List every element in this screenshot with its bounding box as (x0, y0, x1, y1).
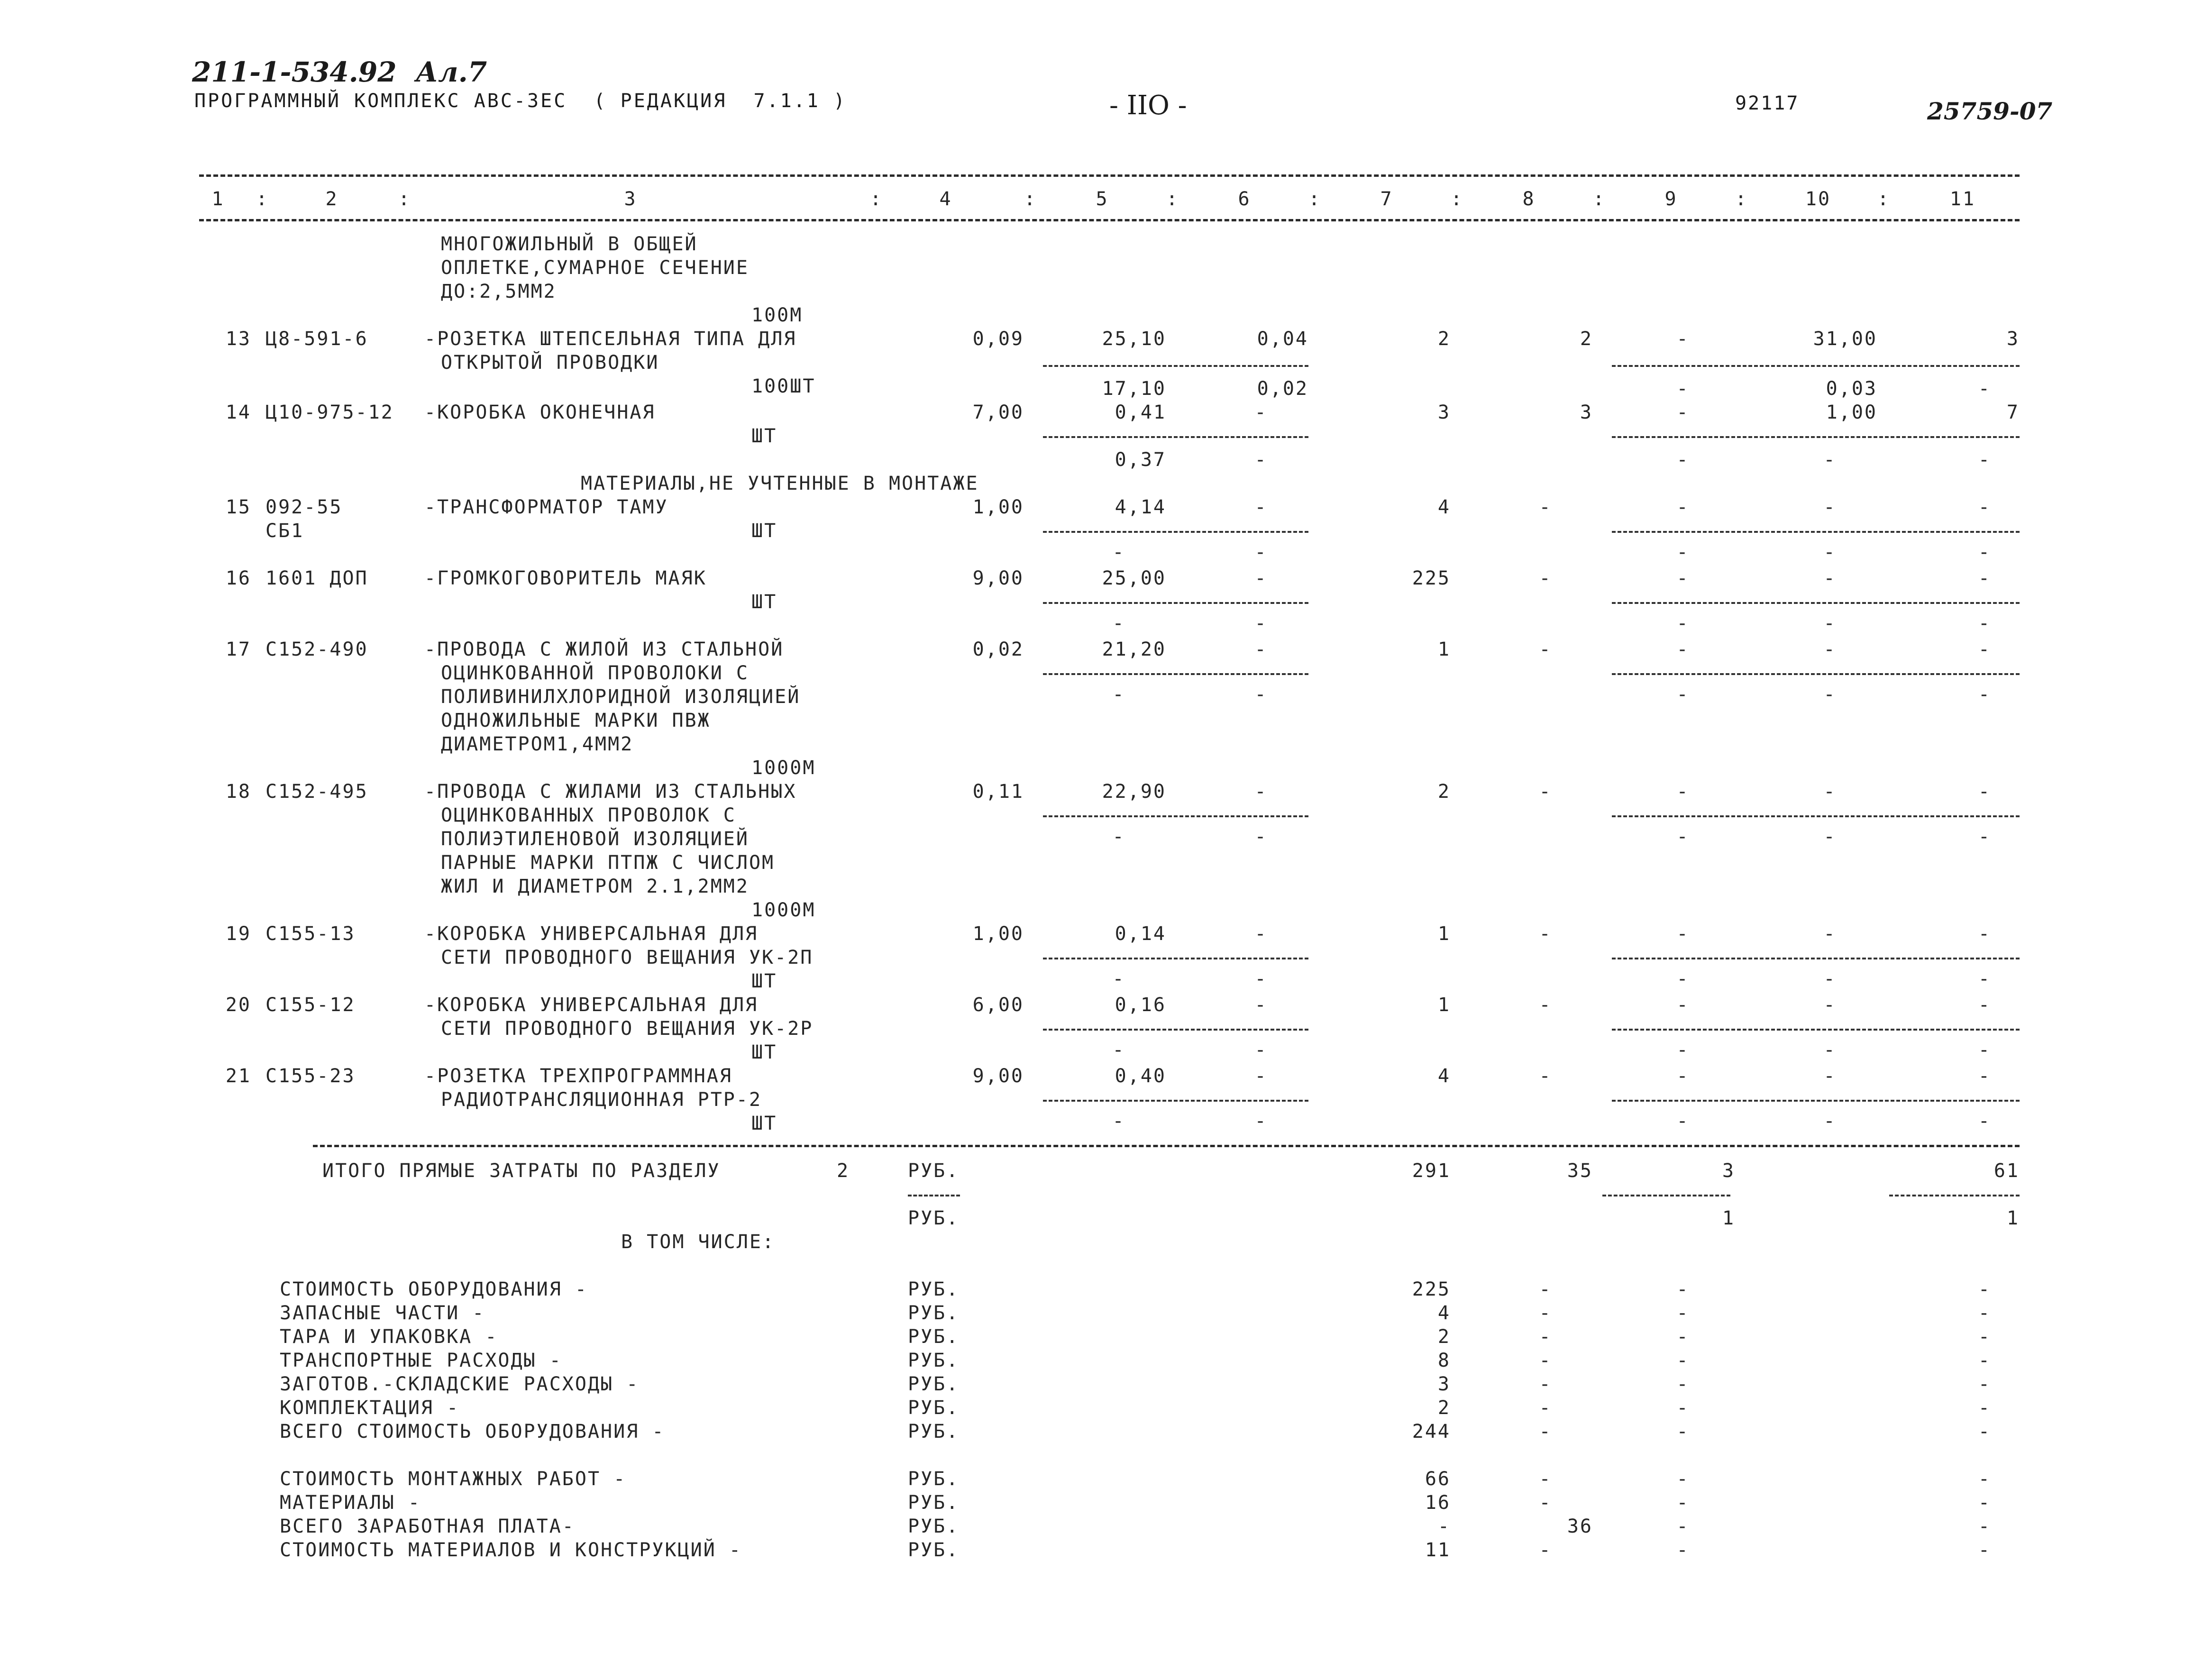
quantity: 0,11 (972, 781, 1024, 803)
total-10-b: - (1823, 449, 1837, 471)
unit-cost-6: - (1254, 639, 1268, 660)
quantity: 7,00 (972, 402, 1024, 423)
col-header-4: 4 (939, 188, 952, 210)
row-subrule (1043, 531, 1308, 533)
col-separator: : (1308, 188, 1322, 210)
item-description: ОПЛЕТКЕ,СУМАРНОЕ СЕЧЕНИЕ (441, 257, 749, 279)
unit-cost-6: - (1254, 402, 1268, 423)
total-10: 31,00 (1813, 328, 1877, 350)
col-header-2: 2 (325, 188, 338, 210)
unit-cost-6-b: - (1254, 449, 1268, 471)
total-7: 1 (1437, 639, 1451, 660)
unit-cost-6-b: - (1254, 1039, 1268, 1061)
breakdown-label: ТРАНСПОРТНЫЕ РАСХОДЫ - (280, 1350, 562, 1371)
item-description: -ПРОВОДА С ЖИЛАМИ ИЗ СТАЛЬНЫХ (424, 781, 797, 803)
total-9-b: - (1676, 449, 1690, 471)
breakdown-c8: - (1539, 1278, 1552, 1300)
breakdown-c7: 2 (1437, 1326, 1451, 1348)
total-7: 3 (1437, 402, 1451, 423)
breakdown-c11: - (1978, 1302, 1991, 1324)
unit-cost: 25,00 (1102, 567, 1166, 589)
breakdown-c8: 36 (1567, 1516, 1593, 1537)
total-7: 1 (1437, 923, 1451, 945)
item-description: СЕТИ ПРОВОДНОГО ВЕЩАНИЯ УК-2Р (441, 1018, 814, 1040)
unit-cost-6: - (1254, 994, 1268, 1016)
item-description: -КОРОБКА УНИВЕРСАЛЬНАЯ ДЛЯ (424, 923, 759, 945)
breakdown-unit: РУБ. (908, 1350, 960, 1371)
total-9: - (1676, 402, 1690, 423)
unit-cost: 22,90 (1102, 781, 1166, 803)
breakdown-c9: - (1676, 1516, 1690, 1537)
total-10-b: - (1823, 826, 1837, 848)
total-9: - (1676, 567, 1690, 589)
item-description: РАДИОТРАНСЛЯЦИОННАЯ РТР-2 (441, 1089, 762, 1111)
breakdown-c7: 4 (1437, 1302, 1451, 1324)
quantity: 0,02 (972, 639, 1024, 660)
breakdown-label: МАТЕРИАЛЫ - (280, 1492, 421, 1514)
breakdown-c11: - (1978, 1492, 1991, 1514)
total-11: - (1978, 781, 1991, 803)
totals-c11-b: 1 (2006, 1207, 2020, 1229)
document-code: 211-1-534.92 Ал.7 (192, 56, 487, 88)
totals-c9: 3 (1722, 1160, 1735, 1182)
item-description: -КОРОБКА ОКОНЕЧНАЯ (424, 402, 656, 423)
total-9: - (1676, 639, 1690, 660)
item-code-suffix: СБ1 (265, 520, 304, 542)
item-unit: 1000М (751, 899, 816, 921)
breakdown-unit: РУБ. (908, 1468, 960, 1490)
breakdown-c8: - (1539, 1539, 1552, 1561)
item-code: С155-12 (265, 994, 356, 1016)
unit-cost: 0,41 (1115, 402, 1166, 423)
total-9: - (1676, 1065, 1690, 1087)
totals-subrule (1889, 1195, 2020, 1196)
total-11-b: - (1978, 378, 1991, 400)
item-unit: ШТ (751, 591, 777, 613)
total-8: - (1539, 1065, 1552, 1087)
sheet-code: 25759-07 (1927, 97, 2053, 125)
item-code: Ц8-591-6 (265, 328, 368, 350)
quantity: 1,00 (972, 923, 1024, 945)
col-separator: : (256, 188, 269, 210)
breakdown-label: ВСЕГО СТОИМОСТЬ ОБОРУДОВАНИЯ - (280, 1421, 665, 1443)
total-9-b: - (1676, 612, 1690, 634)
row-subrule (1043, 602, 1308, 604)
breakdown-c8: - (1539, 1397, 1552, 1419)
item-number: 18 (225, 781, 251, 803)
breakdown-c8: - (1539, 1468, 1552, 1490)
total-9-b: - (1676, 1039, 1690, 1061)
col-header-11: 11 (1949, 188, 1976, 210)
total-10: - (1823, 639, 1837, 660)
item-description: ОЦИНКОВАННЫХ ПРОВОЛОК С (441, 804, 736, 826)
item-description: МНОГОЖИЛЬНЫЙ В ОБЩЕЙ (441, 233, 698, 255)
unit-cost-b: - (1112, 1039, 1125, 1061)
breakdown-c9: - (1676, 1326, 1690, 1348)
unit-cost-b: 17,10 (1102, 378, 1166, 400)
row-subrule (1043, 958, 1308, 959)
total-8: 3 (1580, 402, 1593, 423)
unit-cost-6-b: - (1254, 1110, 1268, 1132)
item-description: ОТКРЫТОЙ ПРОВОДКИ (441, 352, 659, 374)
breakdown-c8: - (1539, 1350, 1552, 1371)
col-separator: : (1593, 188, 1606, 210)
totals-unit-rule (908, 1195, 960, 1196)
item-description: -РОЗЕТКА ТРЕХПРОГРАММНАЯ (424, 1065, 732, 1087)
total-8: - (1539, 923, 1552, 945)
col-separator: : (1877, 188, 1891, 210)
row-subrule (1043, 1029, 1308, 1031)
row-subrule (1612, 1100, 2020, 1102)
col-separator: : (870, 188, 883, 210)
unit-cost-6: - (1254, 1065, 1268, 1087)
breakdown-c11: - (1978, 1516, 1991, 1537)
breakdown-c7: 11 (1425, 1539, 1451, 1561)
total-10-b: - (1823, 968, 1837, 990)
item-number: 21 (225, 1065, 251, 1087)
col-separator: : (1451, 188, 1464, 210)
breakdown-c8: - (1539, 1492, 1552, 1514)
total-10: 1,00 (1826, 402, 1877, 423)
breakdown-c8: - (1539, 1421, 1552, 1443)
breakdown-unit: РУБ. (908, 1373, 960, 1395)
row-subrule (1043, 673, 1308, 675)
total-10: - (1823, 1065, 1837, 1087)
breakdown-label: СТОИМОСТЬ МОНТАЖНЫХ РАБОТ - (280, 1468, 627, 1490)
breakdown-c8: - (1539, 1373, 1552, 1395)
col-header-6: 6 (1238, 188, 1251, 210)
item-unit: 100М (751, 304, 803, 326)
unit-cost-6-b: 0,02 (1257, 378, 1308, 400)
quantity: 1,00 (972, 496, 1024, 518)
unit-cost-b: - (1112, 826, 1125, 848)
totals-c8: 35 (1567, 1160, 1593, 1182)
breakdown-c11: - (1978, 1350, 1991, 1371)
total-8: - (1539, 781, 1552, 803)
breakdown-c7: 66 (1425, 1468, 1451, 1490)
item-description: -КОРОБКА УНИВЕРСАЛЬНАЯ ДЛЯ (424, 994, 759, 1016)
breakdown-unit: РУБ. (908, 1492, 960, 1514)
total-9-b: - (1676, 968, 1690, 990)
row-subrule (1612, 958, 2020, 959)
item-description: ОДНОЖИЛЬНЫЕ МАРКИ ПВЖ (441, 710, 711, 731)
total-11: 3 (2006, 328, 2020, 350)
total-10: - (1823, 923, 1837, 945)
including-label: В ТОМ ЧИСЛЕ: (621, 1231, 775, 1253)
col-separator: : (1166, 188, 1179, 210)
row-subrule (1612, 1029, 2020, 1031)
breakdown-c7: 8 (1437, 1350, 1451, 1371)
item-description: -ГРОМКОГОВОРИТЕЛЬ МАЯК (424, 567, 707, 589)
col-header-5: 5 (1096, 188, 1109, 210)
col-separator: : (398, 188, 411, 210)
col-header-7: 7 (1380, 188, 1393, 210)
total-8: - (1539, 567, 1552, 589)
totals-label: ИТОГО ПРЯМЫЕ ЗАТРАТЫ ПО РАЗДЕЛУ (322, 1160, 721, 1182)
row-subrule (1612, 531, 2020, 533)
total-10-b: - (1823, 612, 1837, 634)
breakdown-c9: - (1676, 1397, 1690, 1419)
breakdown-unit: РУБ. (908, 1326, 960, 1348)
unit-cost-6-b: - (1254, 612, 1268, 634)
item-unit: ШТ (751, 1041, 777, 1063)
total-7: 1 (1437, 994, 1451, 1016)
breakdown-c11: - (1978, 1373, 1991, 1395)
row-subrule (1043, 436, 1308, 438)
breakdown-label: ТАРА И УПАКОВКА - (280, 1326, 498, 1348)
unit-cost-6-b: - (1254, 826, 1268, 848)
total-10-b: 0,03 (1826, 378, 1877, 400)
item-description: ДИАМЕТРОМ1,4ММ2 (441, 733, 634, 755)
quantity: 6,00 (972, 994, 1024, 1016)
item-description: -ТРАНСФОРМАТОР ТАМУ (424, 496, 668, 518)
item-description: ЖИЛ И ДИАМЕТРОМ 2.1,2ММ2 (441, 876, 749, 897)
row-subrule (1612, 365, 2020, 367)
col-header-9: 9 (1664, 188, 1678, 210)
breakdown-c11: - (1978, 1421, 1991, 1443)
total-8: - (1539, 639, 1552, 660)
total-8: - (1539, 994, 1552, 1016)
breakdown-c7: 225 (1412, 1278, 1451, 1300)
total-11-b: - (1978, 968, 1991, 990)
total-7: 4 (1437, 1065, 1451, 1087)
unit-cost: 25,10 (1102, 328, 1166, 350)
item-code: С155-23 (265, 1065, 356, 1087)
totals-subrule (1602, 1195, 1730, 1196)
item-number: 16 (225, 567, 251, 589)
breakdown-unit: РУБ. (908, 1516, 960, 1537)
item-number: 13 (225, 328, 251, 350)
unit-cost-b: - (1112, 1110, 1125, 1132)
totals-c9-b: 1 (1722, 1207, 1735, 1229)
breakdown-label: КОМПЛЕКТАЦИЯ - (280, 1397, 460, 1419)
total-10-b: - (1823, 1039, 1837, 1061)
breakdown-c9: - (1676, 1468, 1690, 1490)
total-11: - (1978, 567, 1991, 589)
total-11-b: - (1978, 541, 1991, 563)
unit-cost: 0,14 (1115, 923, 1166, 945)
item-code: С152-495 (265, 781, 368, 803)
item-code: С152-490 (265, 639, 368, 660)
unit-cost-b: - (1112, 968, 1125, 990)
total-11: - (1978, 639, 1991, 660)
total-10: - (1823, 496, 1837, 518)
breakdown-label: СТОИМОСТЬ МАТЕРИАЛОВ И КОНСТРУКЦИЙ - (280, 1539, 742, 1561)
total-11: - (1978, 1065, 1991, 1087)
unit-cost: 0,40 (1115, 1065, 1166, 1087)
item-description: ДО:2,5ММ2 (441, 281, 557, 302)
unit-cost-b: - (1112, 612, 1125, 634)
item-unit: 1000М (751, 757, 816, 779)
unit-cost-6-b: - (1254, 541, 1268, 563)
item-description: ПАРНЫЕ МАРКИ ПТПЖ С ЧИСЛОМ (441, 852, 775, 874)
total-7: 2 (1437, 781, 1451, 803)
item-number: 15 (225, 496, 251, 518)
total-9-b: - (1676, 684, 1690, 705)
breakdown-c9: - (1676, 1302, 1690, 1324)
item-description: -ПРОВОДА С ЖИЛОЙ ИЗ СТАЛЬНОЙ (424, 639, 784, 660)
item-unit: ШТ (751, 970, 777, 992)
breakdown-c11: - (1978, 1278, 1991, 1300)
totals-rule (313, 1145, 2020, 1147)
total-11-b: - (1978, 449, 1991, 471)
breakdown-c9: - (1676, 1421, 1690, 1443)
item-description: ПОЛИЭТИЛЕНОВОЙ ИЗОЛЯЦИЕЙ (441, 828, 749, 850)
totals-c7: 291 (1412, 1160, 1451, 1182)
breakdown-unit: РУБ. (908, 1278, 960, 1300)
unit-cost-b: - (1112, 684, 1125, 705)
breakdown-c7: - (1437, 1516, 1451, 1537)
col-header-8: 8 (1522, 188, 1536, 210)
totals-unit: РУБ. (908, 1160, 960, 1182)
item-unit: ШТ (751, 1113, 777, 1134)
row-subrule (1612, 815, 2020, 817)
unit-cost-6: - (1254, 567, 1268, 589)
totals-c11: 61 (1993, 1160, 2020, 1182)
total-9-b: - (1676, 1110, 1690, 1132)
unit-cost-6: - (1254, 923, 1268, 945)
total-9: - (1676, 496, 1690, 518)
row-subrule (1043, 365, 1308, 367)
total-11: - (1978, 923, 1991, 945)
quantity: 0,09 (972, 328, 1024, 350)
quantity: 9,00 (972, 1065, 1024, 1087)
breakdown-c7: 16 (1425, 1492, 1451, 1514)
breakdown-c9: - (1676, 1278, 1690, 1300)
totals-unit-2: РУБ. (908, 1207, 960, 1229)
total-7: 225 (1412, 567, 1451, 589)
row-subrule (1612, 436, 2020, 438)
totals-section: 2 (837, 1160, 850, 1182)
table-top-rule (199, 174, 2020, 177)
total-10: - (1823, 567, 1837, 589)
item-number: 20 (225, 994, 251, 1016)
row-subrule (1043, 1100, 1308, 1102)
total-10-b: - (1823, 684, 1837, 705)
breakdown-label: ЗАПАСНЫЕ ЧАСТИ - (280, 1302, 485, 1324)
item-description: ОЦИНКОВАННОЙ ПРОВОЛОКИ С (441, 662, 749, 684)
row-subrule (1612, 602, 2020, 604)
total-10-b: - (1823, 541, 1837, 563)
total-9: - (1676, 781, 1690, 803)
row-subrule (1612, 673, 2020, 675)
total-11-b: - (1978, 826, 1991, 848)
total-9: - (1676, 994, 1690, 1016)
total-10: - (1823, 994, 1837, 1016)
breakdown-unit: РУБ. (908, 1539, 960, 1561)
breakdown-unit: РУБ. (908, 1421, 960, 1443)
total-11-b: - (1978, 1039, 1991, 1061)
unit-cost-6-b: - (1254, 968, 1268, 990)
unit-cost-6: - (1254, 781, 1268, 803)
breakdown-c9: - (1676, 1492, 1690, 1514)
total-11-b: - (1978, 1110, 1991, 1132)
unit-cost: 4,14 (1115, 496, 1166, 518)
item-description: СЕТИ ПРОВОДНОГО ВЕЩАНИЯ УК-2П (441, 947, 814, 968)
item-code: Ц10-975-12 (265, 402, 394, 423)
breakdown-unit: РУБ. (908, 1397, 960, 1419)
item-description: -РОЗЕТКА ШТЕПСЕЛЬНАЯ ТИПА ДЛЯ (424, 328, 797, 350)
total-10: - (1823, 781, 1837, 803)
total-9-b: - (1676, 826, 1690, 848)
breakdown-label: СТОИМОСТЬ ОБОРУДОВАНИЯ - (280, 1278, 588, 1300)
col-header-1: 1 (211, 188, 225, 210)
doc-number: 92117 (1735, 92, 1800, 114)
total-9: - (1676, 923, 1690, 945)
unit-cost: 0,16 (1115, 994, 1166, 1016)
total-10-b: - (1823, 1110, 1837, 1132)
item-number: 17 (225, 639, 251, 660)
breakdown-c7: 3 (1437, 1373, 1451, 1395)
unit-cost-b: 0,37 (1115, 449, 1166, 471)
unit-cost-b: - (1112, 541, 1125, 563)
total-11: 7 (2006, 402, 2020, 423)
breakdown-label: ЗАГОТОВ.-СКЛАДСКИЕ РАСХОДЫ - (280, 1373, 640, 1395)
total-8: - (1539, 496, 1552, 518)
total-11-b: - (1978, 612, 1991, 634)
breakdown-c11: - (1978, 1326, 1991, 1348)
item-code: 092-55 (265, 496, 343, 518)
breakdown-c11: - (1978, 1468, 1991, 1490)
col-header-3: 3 (624, 188, 637, 210)
breakdown-c7: 2 (1437, 1397, 1451, 1419)
item-description: ПОЛИВИНИЛХЛОРИДНОЙ ИЗОЛЯЦИЕЙ (441, 686, 801, 708)
item-code: С155-13 (265, 923, 356, 945)
total-9: - (1676, 328, 1690, 350)
unit-cost-6: - (1254, 496, 1268, 518)
item-number: 19 (225, 923, 251, 945)
total-7: 4 (1437, 496, 1451, 518)
breakdown-c9: - (1676, 1539, 1690, 1561)
breakdown-c11: - (1978, 1539, 1991, 1561)
total-11: - (1978, 994, 1991, 1016)
breakdown-unit: РУБ. (908, 1302, 960, 1324)
section-heading: МАТЕРИАЛЫ,НЕ УЧТЕННЫЕ В МОНТАЖЕ (581, 473, 979, 494)
total-11-b: - (1978, 684, 1991, 705)
breakdown-label: ВСЕГО ЗАРАБОТНАЯ ПЛАТА- (280, 1516, 575, 1537)
row-subrule (1043, 815, 1308, 817)
breakdown-c7: 244 (1412, 1421, 1451, 1443)
item-unit: 100ШТ (751, 375, 816, 397)
col-separator: : (1735, 188, 1748, 210)
quantity: 9,00 (972, 567, 1024, 589)
total-11: - (1978, 496, 1991, 518)
col-separator: : (1024, 188, 1037, 210)
unit-cost-6: 0,04 (1257, 328, 1308, 350)
item-unit: ШТ (751, 520, 777, 542)
total-9-b: - (1676, 541, 1690, 563)
total-9-b: - (1676, 378, 1690, 400)
total-7: 2 (1437, 328, 1451, 350)
unit-cost-6-b: - (1254, 684, 1268, 705)
item-number: 14 (225, 402, 251, 423)
breakdown-c11: - (1978, 1397, 1991, 1419)
unit-cost: 21,20 (1102, 639, 1166, 660)
header-bottom-rule (199, 219, 2020, 221)
breakdown-c8: - (1539, 1302, 1552, 1324)
total-8: 2 (1580, 328, 1593, 350)
breakdown-c8: - (1539, 1326, 1552, 1348)
breakdown-c9: - (1676, 1373, 1690, 1395)
page-number: - IIO - (1109, 90, 1187, 121)
item-unit: ШТ (751, 425, 777, 447)
breakdown-c9: - (1676, 1350, 1690, 1371)
item-code: 1601 ДОП (265, 567, 368, 589)
col-header-10: 10 (1805, 188, 1831, 210)
program-title: ПРОГРАММНЫЙ КОМПЛЕКС АВС-3ЕС ( РЕДАКЦИЯ 7.1.1 ) (194, 90, 847, 112)
